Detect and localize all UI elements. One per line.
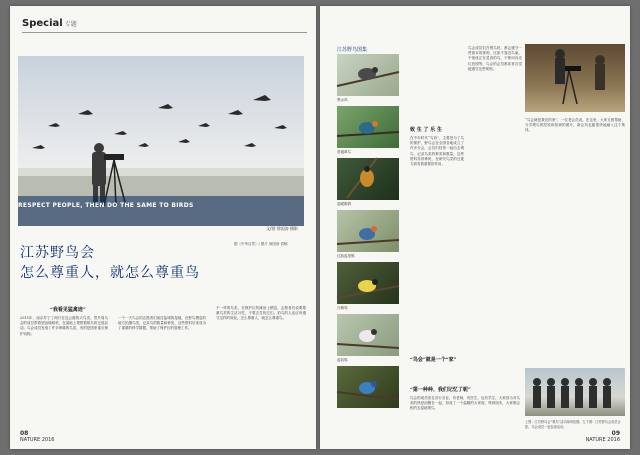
left-page: [10, 6, 316, 449]
right-body-column-3: 鸟会的成员来自各行各业，有老师，有医生，也有学生。大家因为对鸟类的热爱而聚在一起，形成了一个温暖的大家庭，每到周末，大家都会相约去湿地观鸟。: [410, 396, 520, 411]
bird-photo-4: [337, 210, 399, 252]
bird-7-illustration: [337, 366, 399, 408]
bird-strip-title: 江苏野鸟图集: [337, 47, 368, 53]
page-footer-right: NATURE 2016: [585, 437, 620, 443]
bird-6-illustration: [337, 314, 399, 356]
bird-photo-3: [337, 158, 399, 200]
heading-1: 致 生 了 乐 生: [410, 127, 442, 133]
bird-photo-1: [337, 54, 399, 96]
bird-label-6: 蓝矶鸫: [337, 358, 348, 362]
bird-5-illustration: [337, 262, 399, 304]
right-body-column-1: 在中年时代“鸟协”，主要是为了鸟的保护，野鸟会在全国各地成立了许多分会，会员们经常一起出去观鸟，记录鸟类的种类和数量，这些资料非常珍贵，在研究鸟类的迁徙方面有着重要的作用。: [410, 136, 464, 167]
page-number-right: 09 NATURE 2016: [585, 430, 620, 443]
section-heading: “我看见猛禽迹”: [50, 307, 86, 313]
group-members-illustration: [525, 368, 625, 416]
section-sub-label: 专题: [64, 21, 77, 28]
right-body-column-2: 鸟会成员们在观鸟时，都会遵守一些基本的规则，比如不靠近鸟巢，不惊扰正在觅食的鸟，不使用闪光灯拍照等，鸟会的会员都非常自觉地遵守这些规则。: [468, 46, 522, 71]
bird-label-1: 黑水鸡: [337, 98, 348, 102]
bird-label-5: 白鹡鸰: [337, 306, 348, 310]
bird-photo-5: [337, 262, 399, 304]
article-byline: 据《中华自然》/ 图片 徐国涛 供稿: [234, 242, 288, 246]
right-page: [320, 6, 630, 449]
bird-label-3: 蓝喉歌鸲: [337, 202, 351, 206]
bird-label-4: 红胁蓝尾鸲: [337, 254, 355, 258]
right-body-column-4: “鸟会就是我们的家”，一位老会员说。在这里，大家互相帮助，分享观鸟的经验和拍到的照片，新会员也能很快地融入这个集体。: [525, 118, 625, 133]
page-number-left: 08 NATURE 2016: [20, 430, 55, 443]
section-label: Special 专题: [22, 18, 77, 29]
bird-photo-6: [337, 314, 399, 356]
body-column-2: 一个一天鸟会的志愿者们前往盐城的湿地，在野鸟栖息的地方拍摄鸟类，记录鸟的数量和种类，这些资料后来成为了重要的科学数据，帮助了保护区的管理工作。: [118, 316, 206, 331]
photo-caption-right: 上图：江苏野鸟会“观鸟”活动现场拍摄。左下图：江苏野鸟会成员合影，鸟会成员一起参加活动。: [525, 420, 621, 429]
bird-photo-2: [337, 106, 399, 148]
bird-4-illustration: [337, 210, 399, 252]
heading-3: “第一种种、我们记忆了呢”: [410, 387, 471, 393]
photo-group-members: [525, 368, 625, 416]
bird-2-illustration: [337, 106, 399, 148]
main-photo-birdwatcher: [18, 56, 304, 231]
bird-3-illustration: [337, 158, 399, 200]
body-column-1: 2015年，南京苏宁了两只在连云港的大鸟类。然外周鸟会的成员带着望远镜相机，在湿地上观察着候鸟的迁徙活动。鸟会成员发现了许多珍稀的鸟类，有的是国家重点保护动物。: [20, 316, 108, 336]
body-column-3: 不一样的鸟类，在保护区的滩涂上栖息，志愿者们说要尊重鸟类的生活习性，不要去打扰它们。拍鸟的人也应该遵守这样的规矩，怎么尊重人，就怎么尊重鸟。: [216, 306, 306, 321]
heading-2: “鸟会”就是一个“家”: [410, 357, 457, 363]
birds-flock-illustration: [18, 56, 304, 226]
bird-1-illustration: [337, 54, 399, 96]
photo-credit: 文/图 徐国涛 摄影: [266, 226, 298, 231]
bird-photo-7: [337, 366, 399, 408]
photographers-illustration: [525, 44, 625, 112]
article-title: 江苏野鸟会: [20, 245, 95, 261]
photo-caption-english: RESPECT PEOPLE, THEN DO THE SAME TO BIRDS: [18, 202, 194, 209]
article-subtitle: 怎么尊重人，就怎么尊重鸟: [20, 265, 200, 281]
bird-label-2: 普通翠鸟: [337, 150, 351, 154]
photo-photographers-tripods: [525, 44, 625, 112]
header-rule: [22, 32, 307, 33]
page-footer-left: NATURE 2016: [20, 437, 55, 443]
